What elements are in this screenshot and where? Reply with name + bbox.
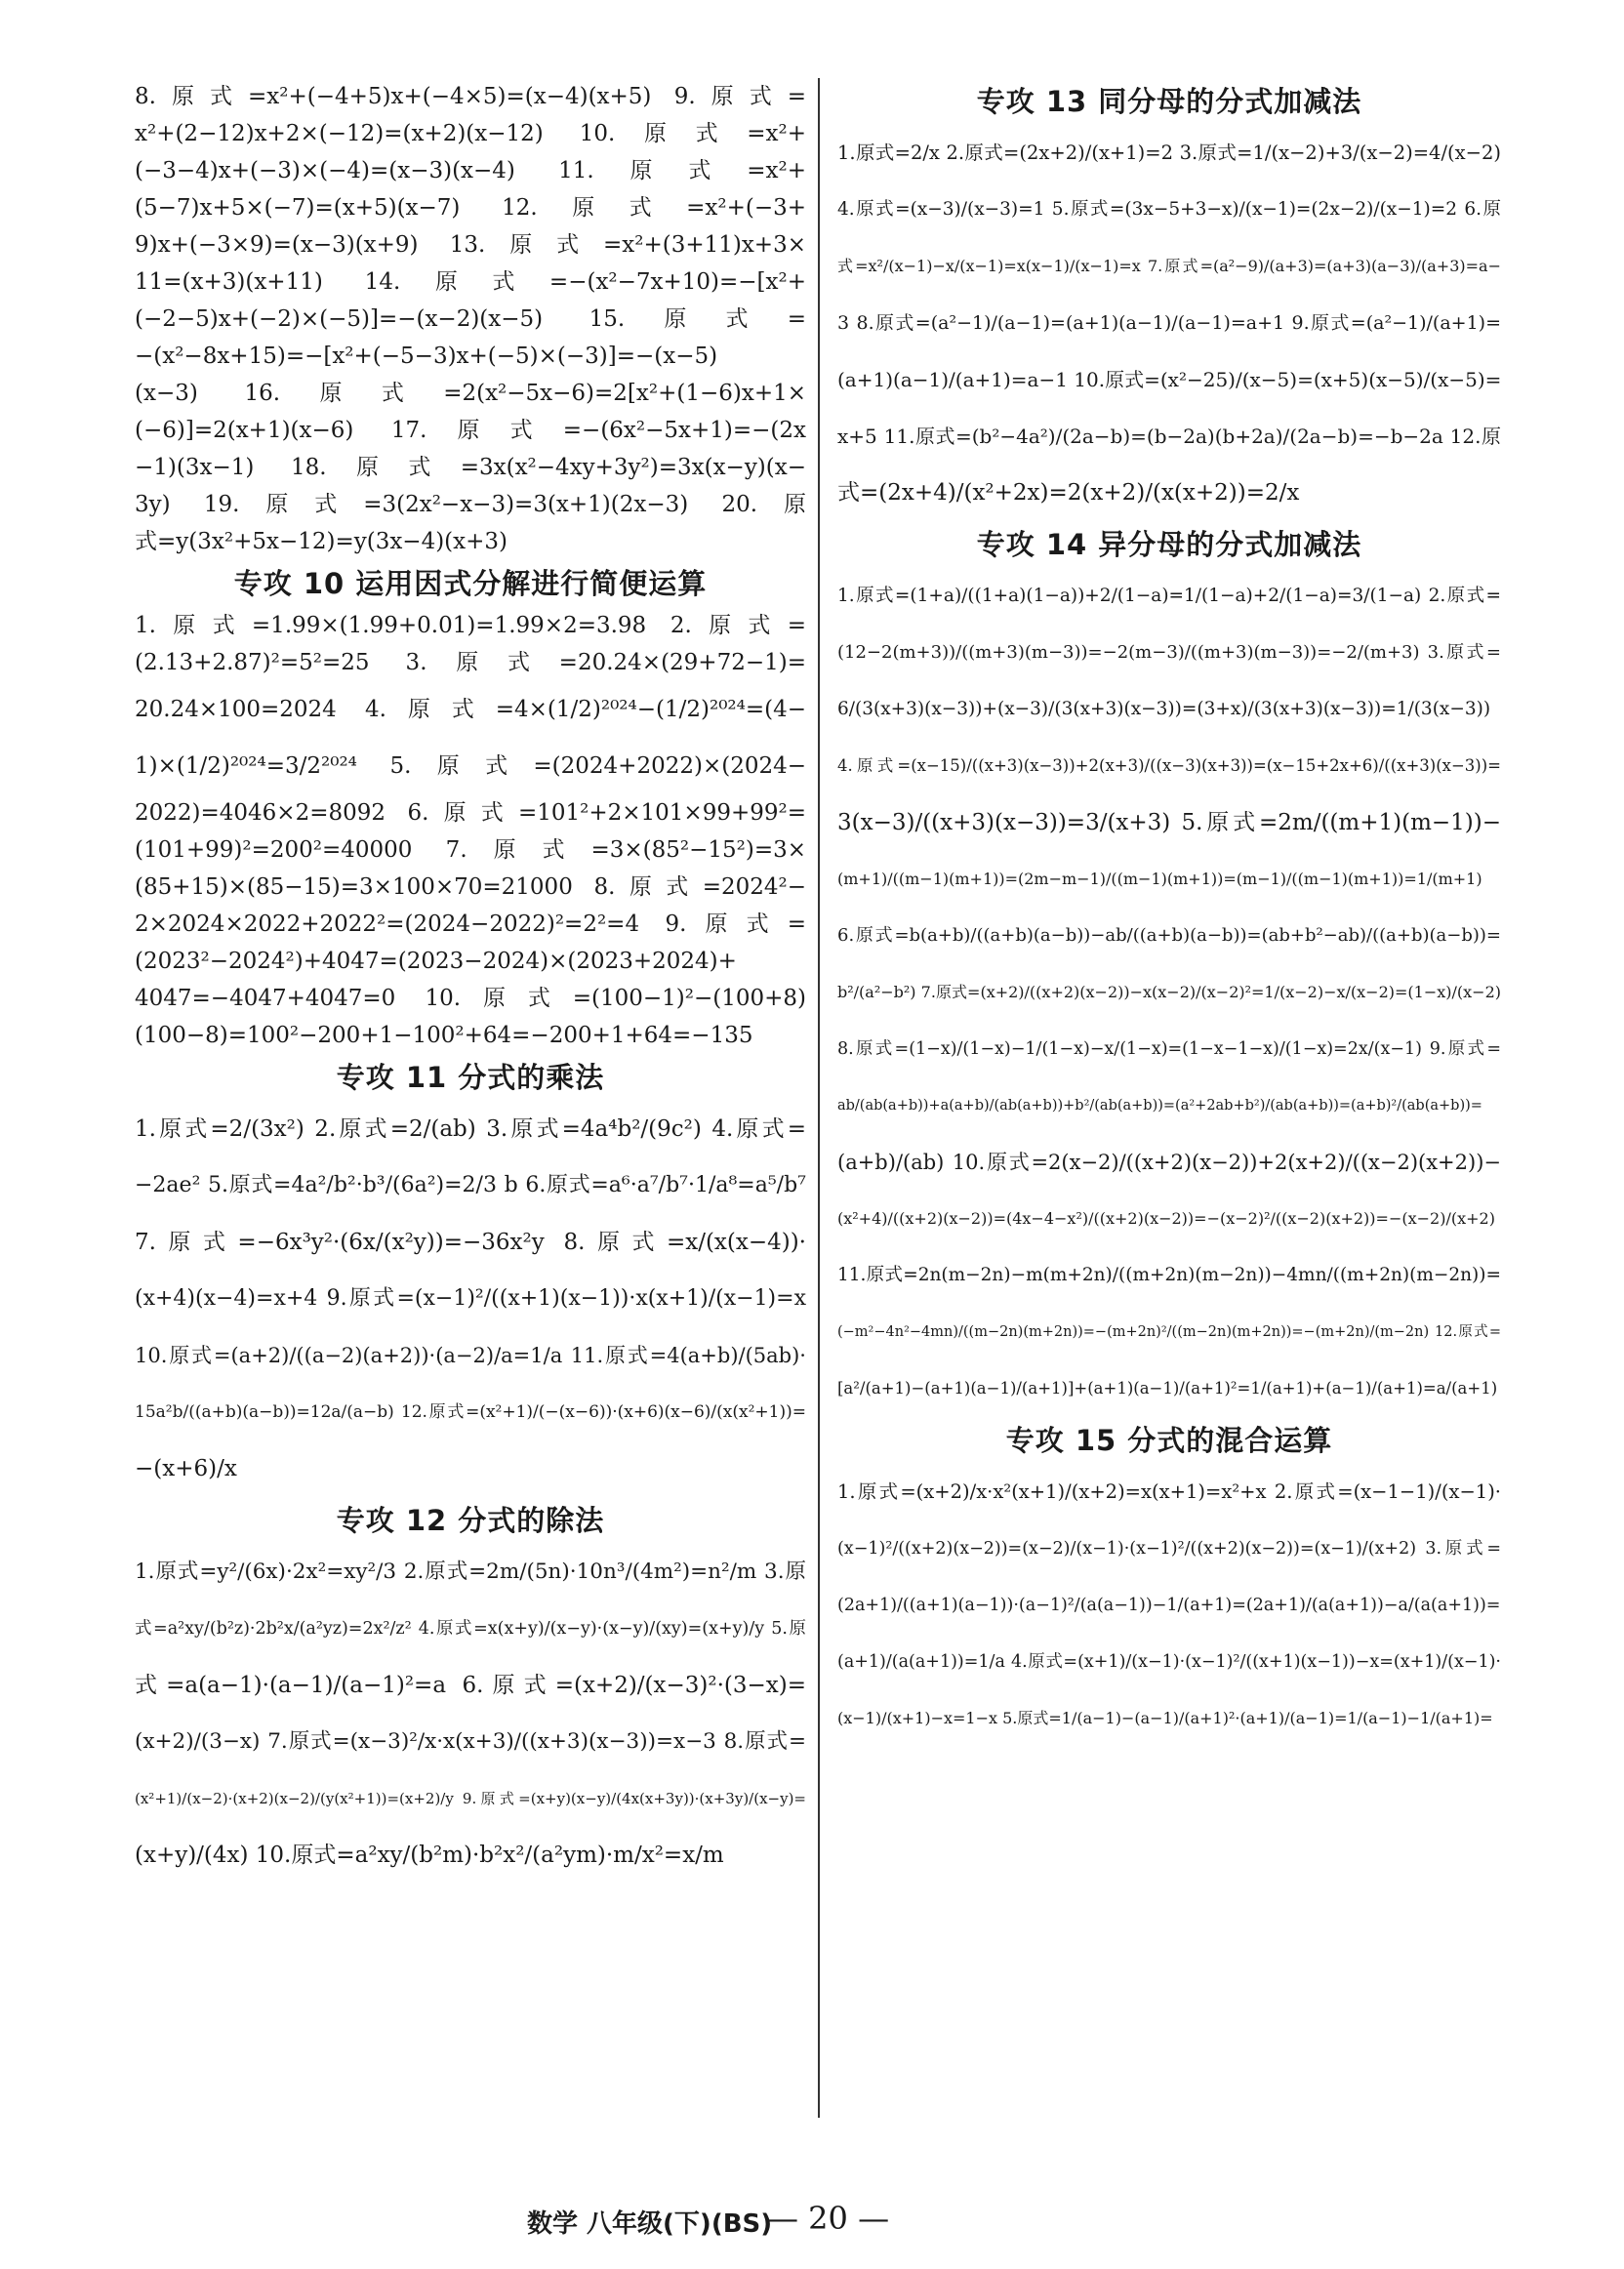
text-line: 8.原式=x²+(−4+5)x+(−4×5)=(x−4)(x+5) 9.原式=: [135, 84, 806, 109]
text-line: (a+b)/(ab) 10.原式=2(x−2)/((x+2)(x−2))+2(x+2)/((x−2)(x+2))−: [837, 1151, 1501, 1174]
section-11-body: [135, 1101, 806, 1497]
section-15-body: [837, 1464, 1501, 1747]
text-line: (x+2)/(3−x) 7.原式=(x−3)²/x·x(x+3)/((x+3)(x−3))=x−3 8.原式=: [135, 1729, 806, 1754]
text-line: 3y) 19.原式=3(2x²−x−3)=3(x+1)(2x−3) 20.原: [135, 492, 806, 517]
text-line: 1.原式=(1+a)/((1+a)(1−a))+2/(1−a)=1/(1−a)+2/(1−a)=3/(1−a) 2.原式=: [837, 586, 1501, 606]
text-line: (x²+4)/((x+2)(x−2))=(4x−4−x²)/((x+2)(x−2))=−(x−2)²/((x−2)(x+2))=−(x−2)/(x+2): [837, 1209, 1495, 1228]
page-footer: [0, 2200, 1624, 2243]
text-line: (12−2(m+3))/((m+3)(m−3))=−2(m−3)/((m+3)(m−3))=−2/(m+3) 3.原式=: [837, 642, 1501, 663]
text-line: (−6)]=2(x+1)(x−6) 17.原式=−(6x²−5x+1)=−(2x: [135, 418, 806, 443]
text-line: 2022)=4046×2=8092 6.原式=101²+2×101×99+99²=: [135, 800, 806, 826]
section-title-13: 专攻 13 同分母的分式加减法: [976, 85, 1362, 118]
text-line: 15a²b/((a+b)(a−b))=12a/(a−b) 12.原式=(x²+1)/(−(x−6))·(x+6)(x−6)/(x(x²+1))=: [135, 1402, 806, 1422]
text-line: 6/(3(x+3)(x−3))+(x−3)/(3(x+3)(x−3))=(3+x)/(3(x+3)(x−3))=1/(3(x−3)): [837, 699, 1491, 719]
section-14-body: [837, 568, 1501, 1417]
text-line: 式=x²/(x−1)−x/(x−1)=x(x−1)/(x−1)=x 7.原式=(a²−9)/(a+3)=(a+3)(a−3)/(a+3)=a−: [837, 257, 1501, 275]
text-line: −(x+6)/x: [135, 1456, 237, 1481]
text-line: 1.原式=y²/(6x)·2x²=xy²/3 2.原式=2m/(5n)·10n³/(4m²)=n²/m 3.原: [135, 1560, 806, 1584]
text-line: 4.原式=(x−15)/((x+3)(x−3))+2(x+3)/((x−3)(x+3))=(x−15+2x+6)/((x+3)(x−3))=: [837, 756, 1501, 775]
right-column: [837, 78, 1501, 1747]
text-line: 3 8.原式=(a²−1)/(a−1)=(a+1)(a−1)/(a−1)=a+1 9.原式=(a²−1)/(a+1)=: [837, 312, 1501, 334]
text-line: (a+1)(a−1)/(a+1)=a−1 10.原式=(x²−25)/(x−5)=(x+5)(x−5)/(x−5)=: [837, 368, 1501, 391]
text-line: 式=a(a−1)·(a−1)/(a−1)²=a 6.原式=(x+2)/(x−3)²·(3−x)=: [135, 1673, 806, 1698]
text-line: b²/(a²−b²) 7.原式=(x+2)/((x+2)(x−2))−x(x−2)/(x−2)²=1/(x−2)−x/(x−2)=(1−x)/(x−2): [837, 983, 1501, 1001]
section-title-15: 专攻 15 分式的混合运算: [1005, 1424, 1333, 1457]
text-line: (a+1)/(a(a+1))=1/a 4.原式=(x+1)/(x−1)·(x−1)²/((x+1)(x−1))−x=(x+1)/(x−1)·: [837, 1652, 1501, 1672]
text-line: 1)×(1/2)²⁰²⁴=3/2²⁰²⁴ 5.原式=(2024+2022)×(2024−: [135, 753, 806, 779]
text-line: (x−3) 16.原式=2(x²−5x−6)=2[x²+(1−6)x+1×: [135, 381, 806, 406]
section-title-12: 专攻 12 分式的除法: [336, 1504, 605, 1537]
text-line: 1.原式=(x+2)/x·x²(x+1)/(x+2)=x(x+1)=x²+x 2.原式=(x−1−1)/(x−1)·: [837, 1480, 1501, 1503]
text-line: x²+(2−12)x+2×(−12)=(x+2)(x−12) 10.原式=x²+: [135, 121, 806, 146]
text-line: (−2−5)x+(−2)×(−5)]=−(x−2)(x−5) 15.原式=: [135, 306, 806, 332]
text-line: (85+15)×(85−15)=3×100×70=21000 8.原式=2024²−: [135, 874, 806, 900]
text-line: (−3−4)x+(−3)×(−4)=(x−3)(x−4) 11.原式=x²+: [135, 158, 806, 183]
text-line: ab/(ab(a+b))+a(a+b)/(ab(a+b))+b²/(ab(a+b))=(a²+2ab+b²)/(ab(a+b))=(a+b)²/(ab(a+b))=: [837, 1098, 1482, 1114]
text-line: 1.原式=2/x 2.原式=(2x+2)/(x+1)=2 3.原式=1/(x−2)+3/(x−2)=4/(x−2): [837, 142, 1501, 164]
text-line: (x²+1)/(x−2)·(x+2)(x−2)/(y(x²+1))=(x+2)/y 9.原式=(x+y)(x−y)/(4x(x+3y))·(x+3y)/(x−y)=: [135, 1790, 806, 1807]
text-line: 3(x−3)/((x+3)(x−3))=3/(x+3) 5.原式=2m/((m+1)(m−1))−: [837, 810, 1501, 835]
subject-grade-label: 数学 八年级(下)(BS): [527, 2209, 773, 2239]
text-line: (2.13+2.87)²=5²=25 3.原式=20.24×(29+72−1)=: [135, 650, 806, 675]
text-line: 4.原式=(x−3)/(x−3)=1 5.原式=(3x−5+3−x)/(x−1)=(2x−2)/(x−1)=2 6.原: [837, 199, 1501, 220]
text-line: (2023²−2024²)+4047=(2023−2024)×(2023+2024)+: [135, 949, 737, 974]
text-line: 20.24×100=2024 4.原式=4×(1/2)²⁰²⁴−(1/2)²⁰²⁴=(4−: [135, 697, 806, 722]
text-line: (x−1)/(x+1)−x=1−x 5.原式=1/(a−1)−(a−1)/(a+1)²·(a+1)/(a−1)=1/(a−1)−1/(a+1)=: [837, 1709, 1493, 1727]
text-line: (5−7)x+5×(−7)=(x+5)(x−7) 12.原式=x²+(−3+: [135, 195, 806, 221]
text-line: 1.原式=1.99×(1.99+0.01)=1.99×2=3.98 2.原式=: [135, 613, 806, 638]
text-line: (101+99)²=200²=40000 7.原式=3×(85²−15²)=3×: [135, 837, 806, 863]
text-line: 7.原式=−6x³y²·(6x/(x²y))=−36x²y 8.原式=x/(x(x−4))·: [135, 1230, 806, 1255]
text-line: 9)x+(−3×9)=(x−3)(x+9) 13.原式=x²+(3+11)x+3×: [135, 232, 806, 258]
text-line: 1.原式=2/(3x²) 2.原式=2/(ab) 3.原式=4a⁴b²/(9c²) 4.原式=: [135, 1116, 806, 1142]
text-line: (x+y)/(4x) 10.原式=a²xy/(b²m)·b²x²/(a²ym)·m/x²=x/m: [135, 1843, 724, 1868]
text-line: 式=a²xy/(b²z)·2b²x/(a²yz)=2x²/z² 4.原式=x(x+y)/(x−y)·(x−y)/(xy)=(x+y)/y 5.原: [135, 1619, 806, 1639]
text-line: 式=(2x+4)/(x²+2x)=2(x+2)/(x(x+2))=2/x: [837, 480, 1300, 506]
section-9-continued: [135, 78, 806, 560]
text-line: (m+1)/((m−1)(m+1))=(2m−m−1)/((m−1)(m+1))=(m−1)/((m−1)(m+1))=1/(m+1): [837, 870, 1482, 888]
section-12-body: [135, 1544, 806, 1884]
text-line: −(x²−8x+15)=−[x²+(−5−3)x+(−5)×(−3)]=−(x−5): [135, 344, 718, 369]
section-13-body: [837, 125, 1501, 521]
text-line: (−m²−4n²−4mn)/((m−2n)(m+2n))=−(m+2n)²/((m−2n)(m+2n))=−(m+2n)/(m−2n) 12.原式=: [837, 1324, 1501, 1340]
text-line: [a²/(a+1)−(a+1)(a−1)/(a+1)]+(a+1)(a−1)/(a+1)²=1/(a+1)+(a−1)/(a+1)=a/(a+1): [837, 1379, 1498, 1398]
text-line: 式=y(3x²+5x−12)=y(3x−4)(x+3): [135, 529, 508, 554]
text-line: 11.原式=2n(m−2n)−m(m+2n)/((m+2n)(m−2n))−4mn/((m+2n)(m−2n))=: [837, 1265, 1501, 1285]
text-line: −2ae² 5.原式=4a²/b²·b³/(6a²)=2/3 b 6.原式=a⁶·a⁷/b⁷·1/a⁸=a⁵/b⁷: [135, 1173, 806, 1197]
text-line: 10.原式=(a+2)/((a−2)(a+2))·(a−2)/a=1/a 11.原式=4(a+b)/(5ab)·: [135, 1344, 806, 1367]
section-title-11: 专攻 11 分式的乘法: [336, 1061, 605, 1094]
section-10-body: [135, 607, 806, 1054]
text-line: (2a+1)/((a+1)(a−1))·(a−1)²/(a(a−1))−1/(a+1)=(2a+1)/(a(a+1))−a/(a(a+1))=: [837, 1596, 1501, 1615]
text-line: x+5 11.原式=(b²−4a²)/(2a−b)=(b−2a)(b+2a)/(2a−b)=−b−2a 12.原: [837, 425, 1501, 448]
text-line: (x+4)(x−4)=x+4 9.原式=(x−1)²/((x+1)(x−1))·x(x+1)/(x−1)=x: [135, 1286, 806, 1311]
page-number: — 20 —: [767, 2200, 890, 2237]
text-line: −1)(3x−1) 18.原式=3x(x²−4xy+3y²)=3x(x−y)(x−: [135, 455, 806, 480]
text-line: 6.原式=b(a+b)/((a+b)(a−b))−ab/((a+b)(a−b))=(ab+b²−ab)/((a+b)(a−b))=: [837, 925, 1501, 946]
text-line: 4047=−4047+4047=0 10.原式=(100−1)²−(100+8): [135, 986, 806, 1011]
text-line: 8.原式=(1−x)/(1−x)−1/(1−x)−x/(1−x)=(1−x−1−x)/(1−x)=2x/(x−1) 9.原式=: [837, 1039, 1501, 1059]
text-line: (x−1)²/((x+2)(x−2))=(x−2)/(x−1)·(x−1)²/((x+2)(x−2))=(x−1)/(x+2) 3.原式=: [837, 1539, 1501, 1559]
section-title-14: 专攻 14 异分母的分式加减法: [976, 528, 1362, 561]
section-title-10: 专攻 10 运用因式分解进行简便运算: [233, 567, 708, 600]
text-line: 11=(x+3)(x+11) 14.原式=−(x²−7x+10)=−[x²+: [135, 269, 806, 295]
text-line: (100−8)=100²−200+1−100²+64=−200+1+64=−135: [135, 1023, 753, 1048]
column-divider: [818, 78, 820, 2118]
left-column: [135, 78, 806, 1884]
text-line: 2×2024×2022+2022²=(2024−2022)²=2²=4 9.原式=: [135, 912, 806, 937]
